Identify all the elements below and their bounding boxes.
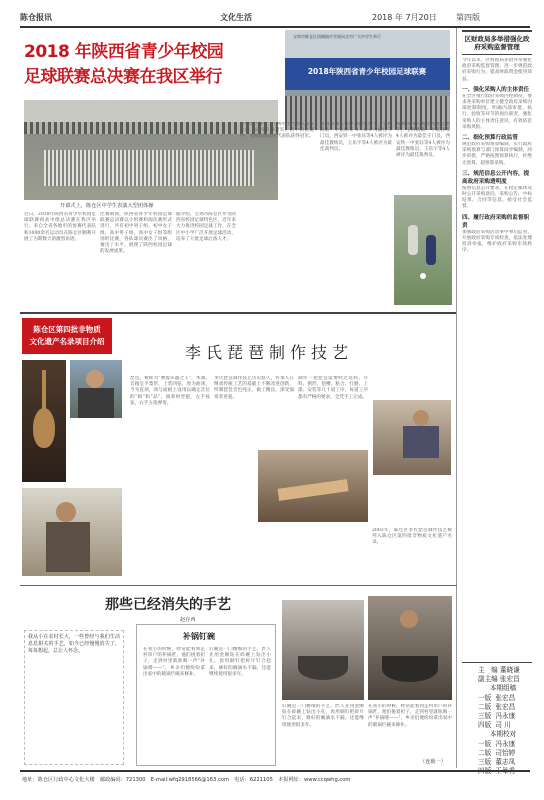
craft-column-1 xyxy=(130,376,210,566)
craft-headline: 李氏琵琶制作技艺 xyxy=(185,343,354,362)
article-column-6 xyxy=(396,122,450,192)
staff-row xyxy=(478,730,536,739)
staff-list xyxy=(478,666,536,776)
continued-marker: （连载一） xyxy=(420,759,446,765)
article-text: 钉碗是一门精细的手艺，匠人先用金刚钻在碎碗上钻出小孔，再用铜钉把碎片钉合起来，修好的碗滴水不漏，还能继续使用很多年。 xyxy=(209,647,271,677)
stamp-line-1: 陈仓区第四批非物质 xyxy=(33,325,101,334)
staff-name: 董志凤 xyxy=(495,758,516,767)
handicraft-headline: 那些已经消失的手艺 xyxy=(105,597,231,613)
stamp-line-2: 文化遗产名录项目介绍 xyxy=(29,337,105,346)
sidebar-text: 加强政府采购活动事中事后监管，开展政府采购专项检查，依法处理投诉举报，维护政府采购市场秩序。 xyxy=(462,229,532,254)
section-rule xyxy=(20,585,457,586)
staff-role: 本期校对 xyxy=(489,730,517,739)
face xyxy=(413,410,429,426)
masthead xyxy=(20,8,530,26)
sidebar-subhead: 四、履行政府采购的监督职责 xyxy=(462,214,530,229)
craft-column-3 xyxy=(298,376,368,446)
staff-name: 司 川 xyxy=(495,721,511,730)
issue-date: 2018 年 7月20日 xyxy=(372,13,437,22)
handicraft-subhead: 补锅钉碗 xyxy=(183,632,215,641)
article-column-1 xyxy=(24,212,96,307)
ceremony-photo xyxy=(285,30,450,130)
article-text: 海燕等 4人被评为最佳射手，宝鸡高新一中张津等 4人被评为最佳守门员，西安铁一中张钰等4人被评为最佳教练员，王乐宇等4人被评为最佳裁判员。 xyxy=(320,122,392,152)
tool-photo xyxy=(282,600,364,700)
article-column-2 xyxy=(100,212,172,307)
article-text: 近日，2018年陕西省青少年校园足球联赛初高中组总决赛在我区举行。来自全省各地市的参赛代表队和1000余名运动员在陈仓区顺利开展了为期数天的激烈角逐。 xyxy=(24,212,96,242)
article-text: 高中组比赛中，宝鸡中学代表队发挥出色，最终获得冠军。初中组比赛中，宝鸡市陈仓区代表队获得冠军。 xyxy=(240,122,314,140)
staff-name: 张宏昌 xyxy=(495,702,516,711)
sidebar-subhead: 二、细化预算行政监管 xyxy=(462,135,518,142)
staff-row xyxy=(478,666,536,675)
staff-row xyxy=(478,712,536,721)
staff-role: 主 编 xyxy=(478,666,498,674)
sidebar-header xyxy=(462,30,532,55)
headline-line-1: 2018 年陕西省青少年校园 xyxy=(24,42,224,62)
author-byline: 赵存西 xyxy=(180,617,196,623)
headline-line-2: 足球联赛总决赛在我区举行 xyxy=(24,67,222,87)
staff-role: 副主编 xyxy=(478,675,498,684)
staff-role: 一版 xyxy=(478,739,492,748)
handicraft-column-3 xyxy=(282,704,364,766)
article-text: 我从小在农村长大，一些曾经与我们生活息息相关的手艺，如今已经慢慢消失了，每每想起，总让人怀念。 xyxy=(28,634,120,654)
staff-role: 本期组稿 xyxy=(489,684,517,693)
article-text: 李氏琵琶制作技艺历史悠久，传承人在继承传统工艺的基础上不断改进创新，所制琵琶音色纯正、做工精良，深受演奏者喜爱。 xyxy=(214,376,294,400)
pipa-instrument-photo xyxy=(22,360,66,482)
article-text: 海燕等 4人被评为最佳射手，宝鸡高新一中张津等 4人被评为最佳守门员，西安铁一中张钰等4人被评为最佳教练员，王乐宇等4人被评为最佳裁判员。 xyxy=(396,122,450,159)
sidebar-text: 按照信息公开要求，在指定媒体及时公开采购意向、采购公告、中标结果、合同等信息，接受社会监督。 xyxy=(462,185,532,210)
handicraft-box xyxy=(136,624,276,766)
soccer-match-photo xyxy=(394,195,452,305)
staff-name: 司怡婷 xyxy=(495,748,516,757)
staff-box xyxy=(462,662,532,663)
staff-row xyxy=(478,703,536,712)
handicraft-column-1 xyxy=(143,647,205,761)
article-text: 2003年，陈仓区李氏琵琶制作技艺被列入陈仓区第四批非物质文化遗产名录。 xyxy=(372,528,452,546)
staff-row xyxy=(478,758,536,767)
edition-label: 第四版 xyxy=(456,13,480,22)
staff-name: 张宏昌 xyxy=(495,693,516,702)
photo-caption: 开幕式上，陈仓区中学生表演大型团体操 xyxy=(60,203,154,209)
article-text: 比赛期间，陕西省青少年校园足球联赛总决赛以小组赛和淘汰赛形式进行，共有初中男子组、初中女子组、高中男子组、高中女子组等组别的比赛，各队球员赛出了风格，赛出了水平，展现了陕西校园足球的发展成果。 xyxy=(100,212,172,255)
paper-name: 陈仓报讯 xyxy=(20,13,52,22)
footer-rule xyxy=(20,770,530,772)
article-text: 在我小的时候，经常能看到走村串户的补锅匠，他们挑着担子，走到村里就吆喝一声“补锅喽——”，乡亲们便纷纷拿出家中的破锅烂碗来修补。 xyxy=(368,704,452,728)
iron-pot xyxy=(382,656,438,682)
pipa-body xyxy=(33,408,55,448)
staff-name: 董晓谦 xyxy=(499,666,520,674)
footer-contact: 地址：陈仓区行政中心文化大楼 邮政编码：721300 E-mail:wfq2918566@163.com 电话：6221105 本报网址：www.ccqwhg.com xyxy=(22,777,351,783)
article-column-5 xyxy=(320,122,392,262)
handicraft-column-2 xyxy=(209,647,271,761)
staff-row xyxy=(478,740,536,749)
staff-name: 张宏昌 xyxy=(499,675,520,684)
students-formation xyxy=(44,150,254,186)
player-figure xyxy=(408,225,418,255)
photo-banner-text: 宝鸡市陈仓区团城镇中学面向全市广大中学生举行 xyxy=(293,34,381,39)
sidebar-text: 在全区推行政府采购内控制度，要求各采购单位建立健全政府采购内部控制制度，明确内部审批、执行、验收等环节的岗位职责，强化采购人的主体责任意识，有效防范采购风险。 xyxy=(462,93,532,130)
face xyxy=(56,502,76,522)
iron-pot xyxy=(298,656,348,680)
article-text: 制作一把琵琶需要经过选料、开料、刨形、挖槽、粘合、打磨、上漆、安装等几十道工序，每道工序都有严格的要求，全凭手工完成。 xyxy=(298,376,368,400)
staff-row xyxy=(478,684,536,693)
staff-row xyxy=(478,694,536,703)
sidebar-text: 规范政府采购预算编制，实行政府采购预算与部门预算同步编制、同步审批，严格按照预算执行，杜绝无预算、超预算采购。 xyxy=(462,142,532,166)
column-divider xyxy=(456,28,457,768)
section-rule xyxy=(20,312,457,314)
staff-name: 冯永康 xyxy=(495,739,516,748)
heritage-stamp xyxy=(22,318,112,354)
article-column-3 xyxy=(176,212,236,307)
staff-role: 三版 xyxy=(478,712,492,721)
body xyxy=(46,522,90,572)
photo-banner-title: 2018年陕西省青少年校园足球联赛 xyxy=(307,67,427,76)
staff-name: 冯永康 xyxy=(495,712,516,721)
craft-column-4 xyxy=(372,528,452,578)
sidebar-subhead: 三、规范信息公开内容，提高政府采购透明度 xyxy=(462,170,530,185)
article-text: 琵琶，被称为“弹拨乐器之王”，木制，音箱呈半梨形，上装四弦，原为曲颈，今为直颈，颈与面板上设用以确定音位的“相”和“品”。演奏时竖抱，左手按弦，右手五指弹奏。 xyxy=(130,376,210,406)
intro-box xyxy=(24,630,124,765)
article-column-4 xyxy=(240,122,314,307)
section-name: 文化生活 xyxy=(220,13,252,22)
craft-column-2 xyxy=(214,376,294,566)
article-text: 在我小的时候，经常能看到走村串户的补锅匠，他们挑着担子，走到村里就吆喝一声“补锅喽——”，乡亲们便纷纷拿出家中的破锅烂碗来修补。 xyxy=(143,647,205,677)
staff-row xyxy=(478,749,536,758)
sidebar-text: 今年以来，区财政局多措并举强化政府采购监督管理，进一步规范政府采购行为，提高财政资金使用效益。 xyxy=(462,58,532,82)
player-figure xyxy=(426,235,436,265)
handicraft-column-4 xyxy=(368,704,452,754)
workshop-photo xyxy=(22,488,122,576)
craftsman-portrait-photo xyxy=(70,360,122,418)
article-text: 据介绍，宝鸡市陈仓区作为陕西省校园足球特色区，近年来大力推进校园足球工作，在全区中小学广泛开展足球活动，培养了大批足球后备人才。 xyxy=(176,212,236,242)
staff-role: 二版 xyxy=(478,748,492,757)
soccer-ball-icon xyxy=(420,273,426,279)
carving-photo xyxy=(373,400,451,475)
sidebar-article xyxy=(462,58,532,658)
header-rule xyxy=(20,26,530,28)
staff-role: 一版 xyxy=(478,693,492,702)
staff-role: 二版 xyxy=(478,702,492,711)
staff-role: 四版 xyxy=(478,721,492,730)
face xyxy=(86,370,104,388)
body xyxy=(403,426,439,458)
sidebar-subhead: 一、强化采购人的主体责任 xyxy=(462,86,530,93)
main-headline xyxy=(24,40,279,90)
sidebar-title: 区财政局多举措强化政府采购监督管理 xyxy=(464,35,530,51)
staff-role: 三版 xyxy=(478,758,492,767)
pipa-neck xyxy=(42,370,46,410)
body xyxy=(78,388,114,418)
repairman-photo xyxy=(368,596,452,700)
face xyxy=(400,610,418,628)
article-text: 钉碗是一门精细的手艺，匠人先用金刚钻在碎碗上钻出小孔，再用铜钉把碎片钉合起来，修好的碗滴水不漏，还能继续使用很多年。 xyxy=(282,704,364,728)
